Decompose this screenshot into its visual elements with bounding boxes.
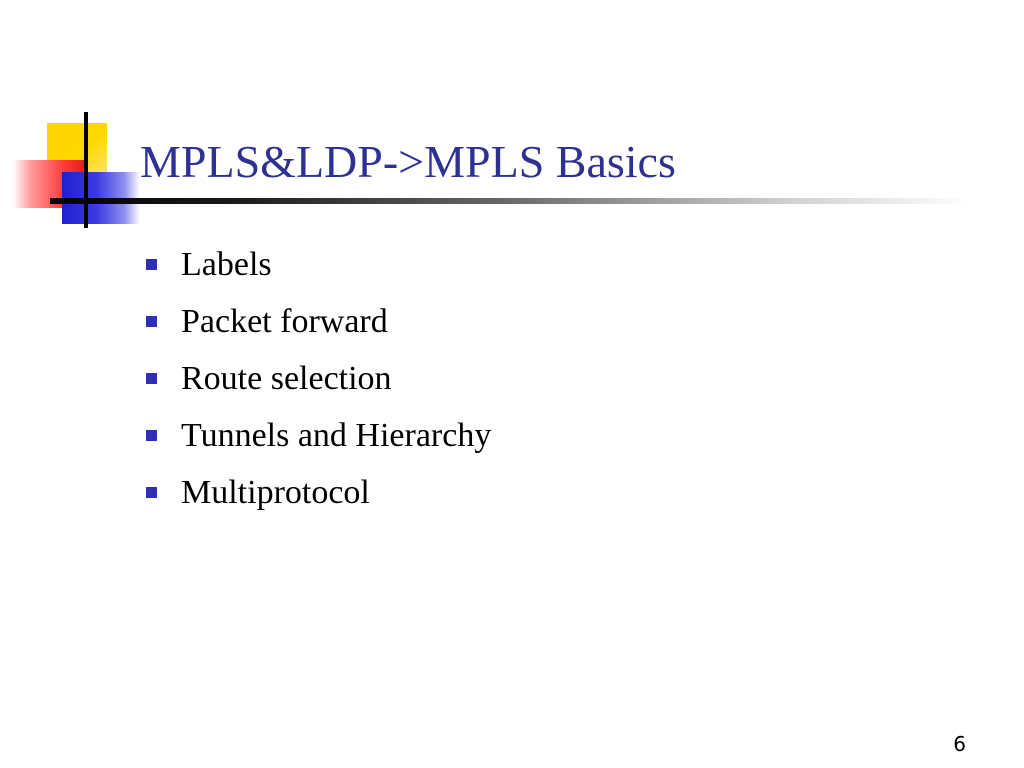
bullet-item-labels [146,236,491,293]
bullet-square-icon [146,487,157,498]
bullet-text: Route selection [181,359,392,397]
bullet-square-icon [146,259,157,270]
bullet-square-icon [146,316,157,327]
slide-title: MPLS&LDP->MPLS Basics [140,136,676,187]
bullet-text: Tunnels and Hierarchy [181,416,492,454]
page-number: 6 [953,732,966,756]
bullet-item-packet-forward [146,293,491,350]
bullet-square-icon [146,373,157,384]
bullet-item-multiprotocol [146,464,491,521]
logo-vertical-line [84,112,88,228]
bullet-item-route-selection [146,350,491,407]
bullet-text: Packet forward [181,302,388,340]
bullet-list [146,236,491,521]
bullet-text: Multiprotocol [181,473,370,511]
bullet-square-icon [146,430,157,441]
bullet-item-tunnels-and-hierarchy [146,407,491,464]
title-underline-rule [50,198,970,204]
bullet-text: Labels [181,245,272,283]
